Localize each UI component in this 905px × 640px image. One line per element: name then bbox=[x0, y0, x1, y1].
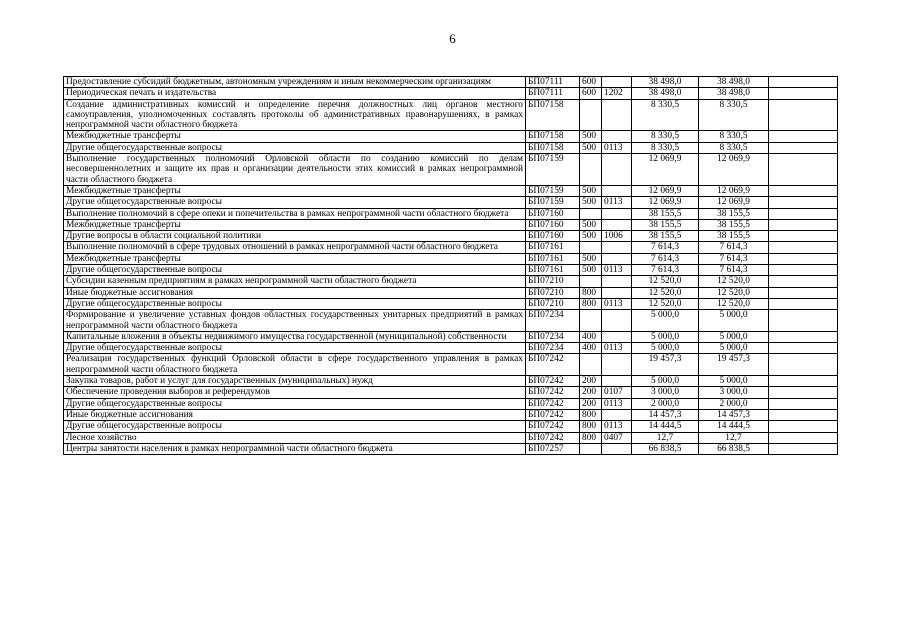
row-target-code: БП07234 bbox=[526, 343, 580, 354]
row-description: Капитальные вложения в объекты недвижимого имущества государственной (муниципальной) собственности bbox=[64, 331, 526, 342]
row-target-code: БП07111 bbox=[526, 77, 580, 88]
table-row bbox=[64, 265, 838, 276]
row-amount-1: 38 155,5 bbox=[632, 208, 699, 219]
row-empty-cell bbox=[769, 298, 838, 309]
row-amount-2: 8 330,5 bbox=[699, 142, 769, 153]
table-row bbox=[64, 443, 838, 454]
row-empty-cell bbox=[769, 131, 838, 142]
row-target-code: БП07161 bbox=[526, 253, 580, 264]
table-row bbox=[64, 219, 838, 230]
row-amount-2: 8 330,5 bbox=[699, 131, 769, 142]
row-amount-2: 5 000,0 bbox=[699, 310, 769, 332]
row-amount-2: 38 498,0 bbox=[699, 77, 769, 88]
row-empty-cell bbox=[769, 432, 838, 443]
row-expense-type: 500 bbox=[580, 265, 602, 276]
row-expense-type: 500 bbox=[580, 231, 602, 242]
row-section-code: 0107 bbox=[602, 387, 632, 398]
row-description: Другие общегосударственные вопросы bbox=[64, 142, 526, 153]
row-description: Другие общегосударственные вопросы bbox=[64, 197, 526, 208]
table-row bbox=[64, 276, 838, 287]
row-amount-2: 5 000,0 bbox=[699, 376, 769, 387]
table-row bbox=[64, 242, 838, 253]
row-empty-cell bbox=[769, 343, 838, 354]
table-row bbox=[64, 131, 838, 142]
row-empty-cell bbox=[769, 421, 838, 432]
row-section-code bbox=[602, 208, 632, 219]
row-amount-2: 7 614,3 bbox=[699, 265, 769, 276]
row-target-code: БП07158 bbox=[526, 142, 580, 153]
row-amount-2: 38 155,5 bbox=[699, 219, 769, 230]
row-description: Лесное хозяйство bbox=[64, 432, 526, 443]
row-amount-1: 8 330,5 bbox=[632, 142, 699, 153]
row-expense-type: 400 bbox=[580, 343, 602, 354]
row-amount-2: 3 000,0 bbox=[699, 387, 769, 398]
table-row bbox=[64, 376, 838, 387]
table-row bbox=[64, 185, 838, 196]
row-amount-1: 12 069,9 bbox=[632, 185, 699, 196]
row-expense-type: 800 bbox=[580, 298, 602, 309]
row-description: Реализация государственных функций Орловской области в сфере государственного управления в рамках непрограммной части областного бюджета bbox=[64, 354, 526, 376]
table-row bbox=[64, 387, 838, 398]
row-target-code: БП07242 bbox=[526, 409, 580, 420]
row-amount-1: 8 330,5 bbox=[632, 131, 699, 142]
table-row bbox=[64, 409, 838, 420]
row-amount-1: 5 000,0 bbox=[632, 376, 699, 387]
row-section-code bbox=[602, 331, 632, 342]
table-row bbox=[64, 298, 838, 309]
row-description: Центры занятости населения в рамках непрограммной части областного бюджета bbox=[64, 443, 526, 454]
row-empty-cell bbox=[769, 88, 838, 99]
row-amount-1: 12 520,0 bbox=[632, 298, 699, 309]
row-amount-2: 7 614,3 bbox=[699, 242, 769, 253]
row-expense-type bbox=[580, 99, 602, 131]
table-row bbox=[64, 88, 838, 99]
row-description: Другие вопросы в области социальной политики bbox=[64, 231, 526, 242]
row-amount-1: 14 457,3 bbox=[632, 409, 699, 420]
row-amount-1: 2 000,0 bbox=[632, 398, 699, 409]
table-row bbox=[64, 231, 838, 242]
row-amount-1: 38 155,5 bbox=[632, 231, 699, 242]
row-section-code: 0407 bbox=[602, 432, 632, 443]
row-section-code bbox=[602, 354, 632, 376]
row-description: Обеспечение проведения выборов и референдумов bbox=[64, 387, 526, 398]
row-description: Предоставление субсидий бюджетным, автономным учреждениям и иным некоммерческим организациям bbox=[64, 77, 526, 88]
row-expense-type: 500 bbox=[580, 253, 602, 264]
row-expense-type: 200 bbox=[580, 387, 602, 398]
row-amount-2: 12 520,0 bbox=[699, 276, 769, 287]
row-empty-cell bbox=[769, 409, 838, 420]
table-row bbox=[64, 354, 838, 376]
row-empty-cell bbox=[769, 253, 838, 264]
row-amount-1: 7 614,3 bbox=[632, 242, 699, 253]
row-empty-cell bbox=[769, 197, 838, 208]
row-expense-type: 800 bbox=[580, 287, 602, 298]
row-expense-type: 600 bbox=[580, 88, 602, 99]
row-expense-type bbox=[580, 276, 602, 287]
row-empty-cell bbox=[769, 154, 838, 186]
row-target-code: БП07242 bbox=[526, 398, 580, 409]
table-row bbox=[64, 343, 838, 354]
row-amount-2: 12 069,9 bbox=[699, 197, 769, 208]
row-description: Другие общегосударственные вопросы bbox=[64, 398, 526, 409]
table-row bbox=[64, 253, 838, 264]
row-amount-1: 12 069,9 bbox=[632, 197, 699, 208]
row-amount-1: 12 520,0 bbox=[632, 276, 699, 287]
budget-table bbox=[63, 76, 838, 455]
row-empty-cell bbox=[769, 265, 838, 276]
row-amount-2: 12 520,0 bbox=[699, 298, 769, 309]
row-amount-1: 12,7 bbox=[632, 432, 699, 443]
row-empty-cell bbox=[769, 231, 838, 242]
row-target-code: БП07159 bbox=[526, 185, 580, 196]
row-target-code: БП07242 bbox=[526, 432, 580, 443]
row-amount-2: 12,7 bbox=[699, 432, 769, 443]
row-target-code: БП07234 bbox=[526, 310, 580, 332]
row-amount-1: 38 498,0 bbox=[632, 88, 699, 99]
row-target-code: БП07257 bbox=[526, 443, 580, 454]
row-amount-2: 19 457,3 bbox=[699, 354, 769, 376]
row-section-code: 0113 bbox=[602, 298, 632, 309]
row-section-code bbox=[602, 131, 632, 142]
row-amount-2: 12 520,0 bbox=[699, 287, 769, 298]
row-section-code: 0113 bbox=[602, 343, 632, 354]
row-target-code: БП07242 bbox=[526, 387, 580, 398]
table-row bbox=[64, 142, 838, 153]
row-amount-2: 38 498,0 bbox=[699, 88, 769, 99]
row-target-code: БП07242 bbox=[526, 376, 580, 387]
row-target-code: БП07158 bbox=[526, 99, 580, 131]
row-expense-type: 800 bbox=[580, 421, 602, 432]
table-row bbox=[64, 99, 838, 131]
table-row bbox=[64, 310, 838, 332]
row-description: Иные бюджетные ассигнования bbox=[64, 287, 526, 298]
row-expense-type: 500 bbox=[580, 131, 602, 142]
table-row bbox=[64, 287, 838, 298]
row-expense-type: 500 bbox=[580, 185, 602, 196]
row-empty-cell bbox=[769, 387, 838, 398]
row-empty-cell bbox=[769, 287, 838, 298]
row-description: Межбюджетные трансферты bbox=[64, 131, 526, 142]
row-amount-2: 38 155,5 bbox=[699, 208, 769, 219]
table-row bbox=[64, 197, 838, 208]
row-target-code: БП07242 bbox=[526, 354, 580, 376]
page-number: 6 bbox=[449, 31, 456, 46]
row-section-code bbox=[602, 185, 632, 196]
row-empty-cell bbox=[769, 99, 838, 131]
row-empty-cell bbox=[769, 276, 838, 287]
row-section-code bbox=[602, 376, 632, 387]
row-description: Создание административных комиссий и определение перечня должностных лиц органов местного самоуправления, уполномоченных составлять протоколы об административных правонарушениях, в рамках непрограммной части областного бюджета bbox=[64, 99, 526, 131]
row-section-code bbox=[602, 310, 632, 332]
row-expense-type bbox=[580, 310, 602, 332]
row-target-code: БП07161 bbox=[526, 242, 580, 253]
row-description: Другие общегосударственные вопросы bbox=[64, 343, 526, 354]
row-amount-2: 5 000,0 bbox=[699, 343, 769, 354]
row-expense-type bbox=[580, 443, 602, 454]
row-target-code: БП07111 bbox=[526, 88, 580, 99]
row-empty-cell bbox=[769, 331, 838, 342]
row-amount-1: 7 614,3 bbox=[632, 265, 699, 276]
row-amount-1: 66 838,5 bbox=[632, 443, 699, 454]
row-amount-1: 5 000,0 bbox=[632, 343, 699, 354]
row-empty-cell bbox=[769, 185, 838, 196]
row-description: Межбюджетные трансферты bbox=[64, 185, 526, 196]
row-amount-2: 7 614,3 bbox=[699, 253, 769, 264]
row-expense-type bbox=[580, 354, 602, 376]
row-empty-cell bbox=[769, 142, 838, 153]
row-amount-2: 8 330,5 bbox=[699, 99, 769, 131]
row-amount-1: 5 000,0 bbox=[632, 310, 699, 332]
row-target-code: БП07160 bbox=[526, 208, 580, 219]
row-target-code: БП07158 bbox=[526, 131, 580, 142]
row-amount-1: 5 000,0 bbox=[632, 331, 699, 342]
row-amount-1: 7 614,3 bbox=[632, 253, 699, 264]
row-description: Другие общегосударственные вопросы bbox=[64, 421, 526, 432]
row-amount-2: 14 457,3 bbox=[699, 409, 769, 420]
row-amount-2: 38 155,5 bbox=[699, 231, 769, 242]
row-expense-type: 200 bbox=[580, 398, 602, 409]
row-description: Другие общегосударственные вопросы bbox=[64, 298, 526, 309]
row-section-code bbox=[602, 276, 632, 287]
row-amount-1: 19 457,3 bbox=[632, 354, 699, 376]
row-description: Периодическая печать и издательства bbox=[64, 88, 526, 99]
row-target-code: БП07210 bbox=[526, 276, 580, 287]
row-target-code: БП07210 bbox=[526, 298, 580, 309]
row-description: Субсидии казенным предприятиям в рамках непрограммной части областного бюджета bbox=[64, 276, 526, 287]
row-description: Иные бюджетные ассигнования bbox=[64, 409, 526, 420]
row-description: Закупка товаров, работ и услуг для государственных (муниципальных) нужд bbox=[64, 376, 526, 387]
row-expense-type: 800 bbox=[580, 432, 602, 443]
row-empty-cell bbox=[769, 310, 838, 332]
row-expense-type: 500 bbox=[580, 142, 602, 153]
row-expense-type bbox=[580, 154, 602, 186]
table-row bbox=[64, 432, 838, 443]
row-amount-1: 14 444,5 bbox=[632, 421, 699, 432]
row-description: Межбюджетные трансферты bbox=[64, 253, 526, 264]
row-amount-2: 12 069,9 bbox=[699, 185, 769, 196]
row-expense-type: 200 bbox=[580, 376, 602, 387]
row-empty-cell bbox=[769, 443, 838, 454]
row-section-code: 1006 bbox=[602, 231, 632, 242]
row-amount-2: 66 838,5 bbox=[699, 443, 769, 454]
row-amount-1: 38 155,5 bbox=[632, 219, 699, 230]
row-description: Выполнение государственных полномочий Орловской области по созданию комиссий по делам несовершеннолетних и защите их прав и организации деятельности этих комиссий в рамках непрограммной части областного бюджета bbox=[64, 154, 526, 186]
row-description: Другие общегосударственные вопросы bbox=[64, 265, 526, 276]
row-target-code: БП07161 bbox=[526, 265, 580, 276]
row-description: Выполнение полномочий в сфере опеки и попечительства в рамках непрограммной части областного бюджета bbox=[64, 208, 526, 219]
table-row bbox=[64, 208, 838, 219]
row-section-code bbox=[602, 219, 632, 230]
row-expense-type: 500 bbox=[580, 197, 602, 208]
row-empty-cell bbox=[769, 398, 838, 409]
row-target-code: БП07210 bbox=[526, 287, 580, 298]
row-empty-cell bbox=[769, 77, 838, 88]
row-description: Межбюджетные трансферты bbox=[64, 219, 526, 230]
row-expense-type bbox=[580, 208, 602, 219]
table-row bbox=[64, 154, 838, 186]
row-section-code bbox=[602, 253, 632, 264]
row-amount-1: 3 000,0 bbox=[632, 387, 699, 398]
row-section-code: 1202 bbox=[602, 88, 632, 99]
row-amount-1: 8 330,5 bbox=[632, 99, 699, 131]
row-description: Выполнение полномочий в сфере трудовых отношений в рамках непрограммной части областного бюджета bbox=[64, 242, 526, 253]
row-section-code: 0113 bbox=[602, 398, 632, 409]
row-section-code bbox=[602, 287, 632, 298]
row-section-code bbox=[602, 409, 632, 420]
row-empty-cell bbox=[769, 208, 838, 219]
row-description: Формирование и увеличение уставных фондов областных государственных унитарных предприятий в рамках непрограммной части областного бюджета bbox=[64, 310, 526, 332]
row-empty-cell bbox=[769, 242, 838, 253]
table-row bbox=[64, 398, 838, 409]
row-empty-cell bbox=[769, 354, 838, 376]
row-amount-1: 12 520,0 bbox=[632, 287, 699, 298]
row-target-code: БП07234 bbox=[526, 331, 580, 342]
table-row bbox=[64, 421, 838, 432]
row-section-code bbox=[602, 99, 632, 131]
row-expense-type: 500 bbox=[580, 219, 602, 230]
row-section-code: 0113 bbox=[602, 265, 632, 276]
row-empty-cell bbox=[769, 376, 838, 387]
row-target-code: БП07159 bbox=[526, 154, 580, 186]
row-empty-cell bbox=[769, 219, 838, 230]
row-target-code: БП07242 bbox=[526, 421, 580, 432]
row-section-code: 0113 bbox=[602, 421, 632, 432]
table-row bbox=[64, 331, 838, 342]
row-target-code: БП07160 bbox=[526, 219, 580, 230]
row-amount-2: 14 444,5 bbox=[699, 421, 769, 432]
row-target-code: БП07159 bbox=[526, 197, 580, 208]
row-expense-type: 800 bbox=[580, 409, 602, 420]
table-row bbox=[64, 77, 838, 88]
row-section-code bbox=[602, 443, 632, 454]
row-section-code bbox=[602, 154, 632, 186]
row-section-code bbox=[602, 77, 632, 88]
row-amount-1: 38 498,0 bbox=[632, 77, 699, 88]
row-section-code bbox=[602, 242, 632, 253]
row-amount-2: 12 069,9 bbox=[699, 154, 769, 186]
row-amount-2: 5 000,0 bbox=[699, 331, 769, 342]
row-expense-type: 400 bbox=[580, 331, 602, 342]
row-target-code: БП07160 bbox=[526, 231, 580, 242]
row-section-code: 0113 bbox=[602, 142, 632, 153]
row-expense-type bbox=[580, 242, 602, 253]
row-section-code: 0113 bbox=[602, 197, 632, 208]
row-amount-2: 2 000,0 bbox=[699, 398, 769, 409]
row-expense-type: 600 bbox=[580, 77, 602, 88]
row-amount-1: 12 069,9 bbox=[632, 154, 699, 186]
